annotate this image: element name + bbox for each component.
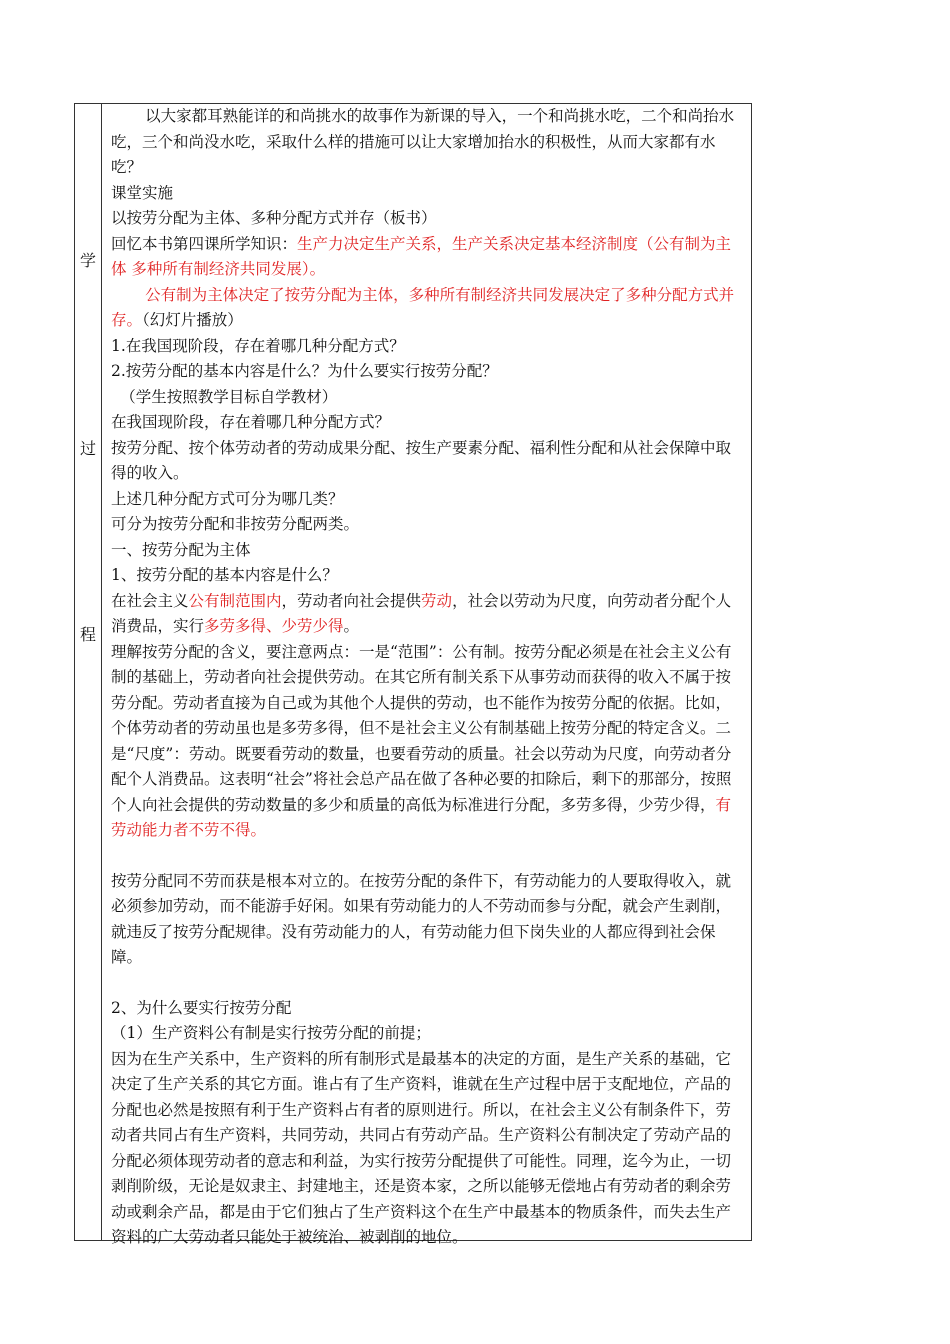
def-part-g: 。 [343,617,360,635]
side-label-xue: 学 [79,251,96,270]
def-part-a: 在社会主义 [111,591,189,610]
spacer [111,971,741,996]
side-label-guo: 过 [79,439,96,458]
def-part-f: 多劳多得、少劳少得 [204,617,344,635]
explanation-paragraph [111,640,741,844]
ownership-paragraph [111,283,741,334]
lesson-table [74,103,752,1246]
board-title: 以按劳分配为主体、多种分配方式并存（板书） [111,209,437,227]
intro-paragraph: 以大家都耳熟能详的和尚挑水的故事作为新课的导入，一个和尚挑水吃，二个和尚抬水吃，三个和尚没水吃，采取什么样的措施可以让大家增加抬水的积极性，从而大家都有水吃？ [111,107,735,176]
question-1: 1.在我国现阶段，存在着哪几种分配方式？ [111,336,405,355]
side-label-cheng: 程 [79,625,96,644]
def-part-d: 劳动 [421,591,453,610]
explanation-highlight: 有劳动能力者不劳不得。 [111,795,732,839]
premise-paragraph: 因为在生产关系中，生产资料的所有制形式是最基本的决定的方面，是生产关系的基础，它决定了生产关系的其它方面。谁占有了生产资料，谁就在生产过程中居于支配地位，产品的分配也必然是按照有利于生产资料占有者的原则进行。所以，在社会主义公有制条件下，劳动者共同占有生产资料，共同劳动，共同占有劳动产品。生产资料公有制决定了劳动产品的分配必须体现劳动者的意志和利益，为实行按劳分配提供了可能性。同理，迄今为止，一切剥削阶级，无论是奴隶主、封建地主，还是资本家，之所以能够无偿地占有劳动者的剩余劳动或剩余产品，都是由于它们独占了生产资料这个在生产中最基本的物质条件，而失去生产资料的广大劳动者只能处于被统治、被剥削的地位。 [111,1049,732,1246]
lesson-content [111,104,741,1251]
slide-note: （幻灯片播放） [142,311,243,329]
review-lead: 回忆本书第四课所学知识： [111,234,298,253]
section-heading: 课堂实施 [111,183,174,202]
ownership-highlight: 公有制为主体决定了按劳分配为主体，多种所有制经济共同发展决定了多种分配方式并存。 [111,285,735,329]
subheading-premise: （1）生产资料公有制是实行按劳分配的前提； [111,1024,431,1042]
question-categories: 上述几种分配方式可分为哪几类？ [111,489,344,508]
answer-categories: 可分为按劳分配和非按劳分配两类。 [111,515,360,533]
self-study-note: （学生按照教学目标自学教材） [120,387,338,406]
review-highlight: 生产力决定生产关系，生产关系决定基本经济制度（公有制为主体 多种所有制经济共同发展）。 [111,234,732,278]
side-column [75,104,102,1240]
def-part-c: ，劳动者向社会提供 [281,591,422,610]
explanation-text: 理解按劳分配的含义，要注意两点：一是“范围”：公有制。按劳分配必须是在社会主义公有制的基础上，劳动者向社会提供劳动。在其它所有制关系下从事劳动而获得的收入不属于按劳分配。劳动者直接为自己或为其他个人提供的劳动，也不能作为按劳分配的依据。比如，个体劳动者的劳动虽也是多劳多得，但不是社会主义公有制基础上按劳分配的特定含义。二是“尺度”：劳动。既要看劳动的数量，也要看劳动的质量。社会以劳动为尺度，向劳动者分配个人消费品。这表明“社会”将社会总产品在做了各种必要的扣除后，剩下的那部分，按照个人向社会提供的劳动数量的多少和质量的高低为标准进行分配，多劳多得，少劳少得， [111,642,732,814]
question-basic-content: 1、按劳分配的基本内容是什么？ [111,566,338,584]
def-part-e: ，社会以劳动为尺度，向劳动者分配个人消费品，实行 [111,591,732,635]
question-repeat: 在我国现阶段，存在着哪几种分配方式？ [111,413,391,431]
opposition-paragraph: 按劳分配同不劳而获是根本对立的。在按劳分配的条件下，有劳动能力的人要取得收入，就必须参加劳动，而不能游手好闲。如果有劳动能力的人不劳动而参与分配，就会产生剥削，就违反了按劳分配规律。没有劳动能力的人，有劳动能力但下岗失业的人都应得到社会保障。 [111,871,732,966]
question-2: 2.按劳分配的基本内容是什么？为什么要实行按劳分配？ [111,362,498,380]
heading-why: 2、为什么要实行按劳分配 [111,998,292,1017]
spacer [111,844,741,869]
heading-main-distribution: 一、按劳分配为主体 [111,540,251,559]
def-part-b: 公有制范围内 [188,591,282,610]
definition-paragraph [111,589,741,640]
review-paragraph [111,232,741,283]
answer-distribution-modes: 按劳分配、按个体劳动者的劳动成果分配、按生产要素分配、福利性分配和从社会保障中取得的收入。 [111,438,732,482]
